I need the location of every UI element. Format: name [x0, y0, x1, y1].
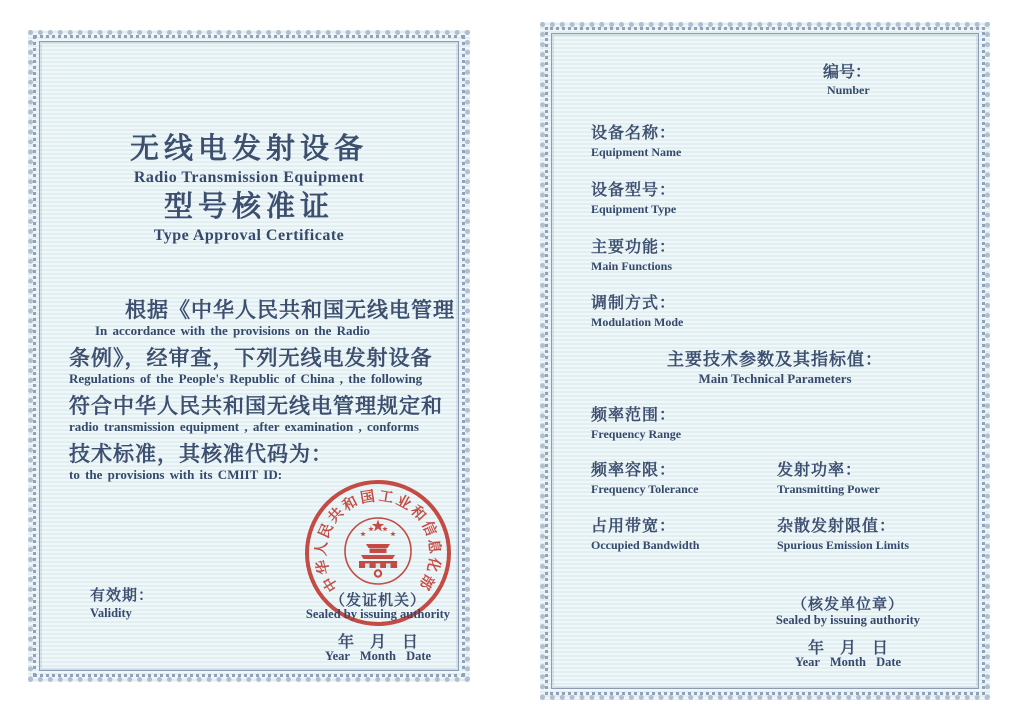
statement-line-4 — [69, 441, 443, 482]
statement-line-3 — [69, 393, 443, 434]
statement-line-3-en: radio transmission equipment , after examination , conforms — [69, 419, 419, 434]
statement-line-2-en: Regulations of the People's Republic of China , the following — [69, 371, 423, 386]
certificate-back-page — [540, 22, 990, 700]
technical-parameters-heading — [545, 349, 1005, 387]
modulation-mode-label-en: Modulation Mode — [591, 315, 684, 329]
spurious-emission-limits-field — [777, 517, 909, 553]
title-chinese-line1: 无线电发射设备 — [129, 133, 368, 165]
equipment-name-field — [591, 124, 681, 160]
number-label-en: Number — [827, 83, 870, 97]
validity-label-en: Validity — [90, 606, 132, 620]
modulation-mode-label-cn: 调制方式： — [591, 295, 677, 312]
equipment-name-label-cn: 设备名称： — [591, 125, 677, 142]
transmitting-power-label-en: Transmitting Power — [777, 482, 880, 496]
statement-line-1-en: In accordance with the provisions on the Radio — [95, 323, 370, 338]
technical-parameters-heading-cn: 主要技术参数及其指标值： — [667, 350, 883, 369]
main-functions-label-cn: 主要功能： — [591, 239, 677, 256]
certificate-statement — [69, 297, 455, 489]
equipment-type-label-cn: 设备型号： — [591, 182, 677, 199]
frequency-tolerance-field — [591, 461, 698, 497]
front-date-line-cn: 年 月 日 — [337, 634, 418, 651]
equipment-type-label-en: Equipment Type — [591, 202, 677, 216]
title-chinese-line2: 型号核准证 — [163, 191, 334, 223]
technical-parameters-heading-en: Main Technical Parameters — [698, 371, 852, 386]
main-functions-label-en: Main Functions — [591, 259, 673, 273]
back-date-line-en: Year Month Date — [794, 655, 902, 669]
validity-label — [90, 587, 154, 621]
spurious-emission-limits-label-en: Spurious Emission Limits — [777, 538, 910, 552]
statement-line-2 — [69, 345, 443, 386]
statement-line-1 — [69, 297, 455, 338]
issuing-unit-seal-caption-en: Sealed by issuing authority — [775, 613, 921, 627]
certificate-number-field — [823, 63, 871, 98]
statement-line-3-cn: 符合中华人民共和国无线电管理规定和 — [69, 394, 443, 418]
national-emblem-icon — [359, 520, 397, 577]
frequency-range-label-en: Frequency Range — [591, 427, 682, 441]
number-label-cn: 编号： — [823, 64, 872, 81]
statement-line-4-en: to the provisions with its CMIIT ID: — [69, 467, 283, 482]
front-date-line-en: Year Month Date — [324, 649, 432, 663]
title-english-line1: Radio Transmission Equipment — [133, 169, 365, 186]
frequency-tolerance-label-en: Frequency Tolerance — [591, 482, 699, 496]
equipment-name-label-en: Equipment Name — [591, 145, 682, 159]
frequency-tolerance-label-cn: 频率容限： — [591, 462, 677, 479]
transmitting-power-field — [777, 461, 880, 497]
statement-line-2-cn: 条例》，经审查，下列无线电发射设备 — [69, 346, 433, 370]
back-date-line-cn: 年 月 日 — [807, 640, 888, 657]
issuing-unit-seal-caption-cn: （核发单位章） — [791, 597, 904, 613]
title-english-line2: Type Approval Certificate — [153, 227, 345, 244]
occupied-bandwidth-label-cn: 占用带宽： — [591, 518, 677, 535]
occupied-bandwidth-label-en: Occupied Bandwidth — [591, 538, 700, 552]
transmitting-power-label-cn: 发射功率： — [777, 462, 863, 479]
certificate-front-page — [28, 30, 470, 682]
main-functions-field — [591, 238, 676, 274]
seal-ring-text: 中华人民共和国工业和信息化部 — [313, 488, 443, 595]
frequency-range-label-cn: 频率范围： — [591, 407, 677, 424]
certificate-title-block — [33, 133, 465, 249]
statement-line-4-cn: 技术标准，其核准代码为： — [69, 442, 333, 466]
occupied-bandwidth-field — [591, 517, 699, 553]
frequency-range-field — [591, 406, 681, 442]
issuing-authority-caption-cn: （发证机关） — [329, 593, 426, 609]
equipment-type-field — [591, 181, 676, 217]
validity-label-cn: 有效期： — [90, 588, 155, 604]
modulation-mode-field — [591, 294, 683, 330]
statement-line-1-cn: 根据《中华人民共和国无线电管理 — [125, 298, 455, 322]
spurious-emission-limits-label-cn: 杂散发射限值： — [777, 518, 897, 535]
issuing-authority-caption-en: Sealed by issuing authority — [305, 607, 451, 621]
